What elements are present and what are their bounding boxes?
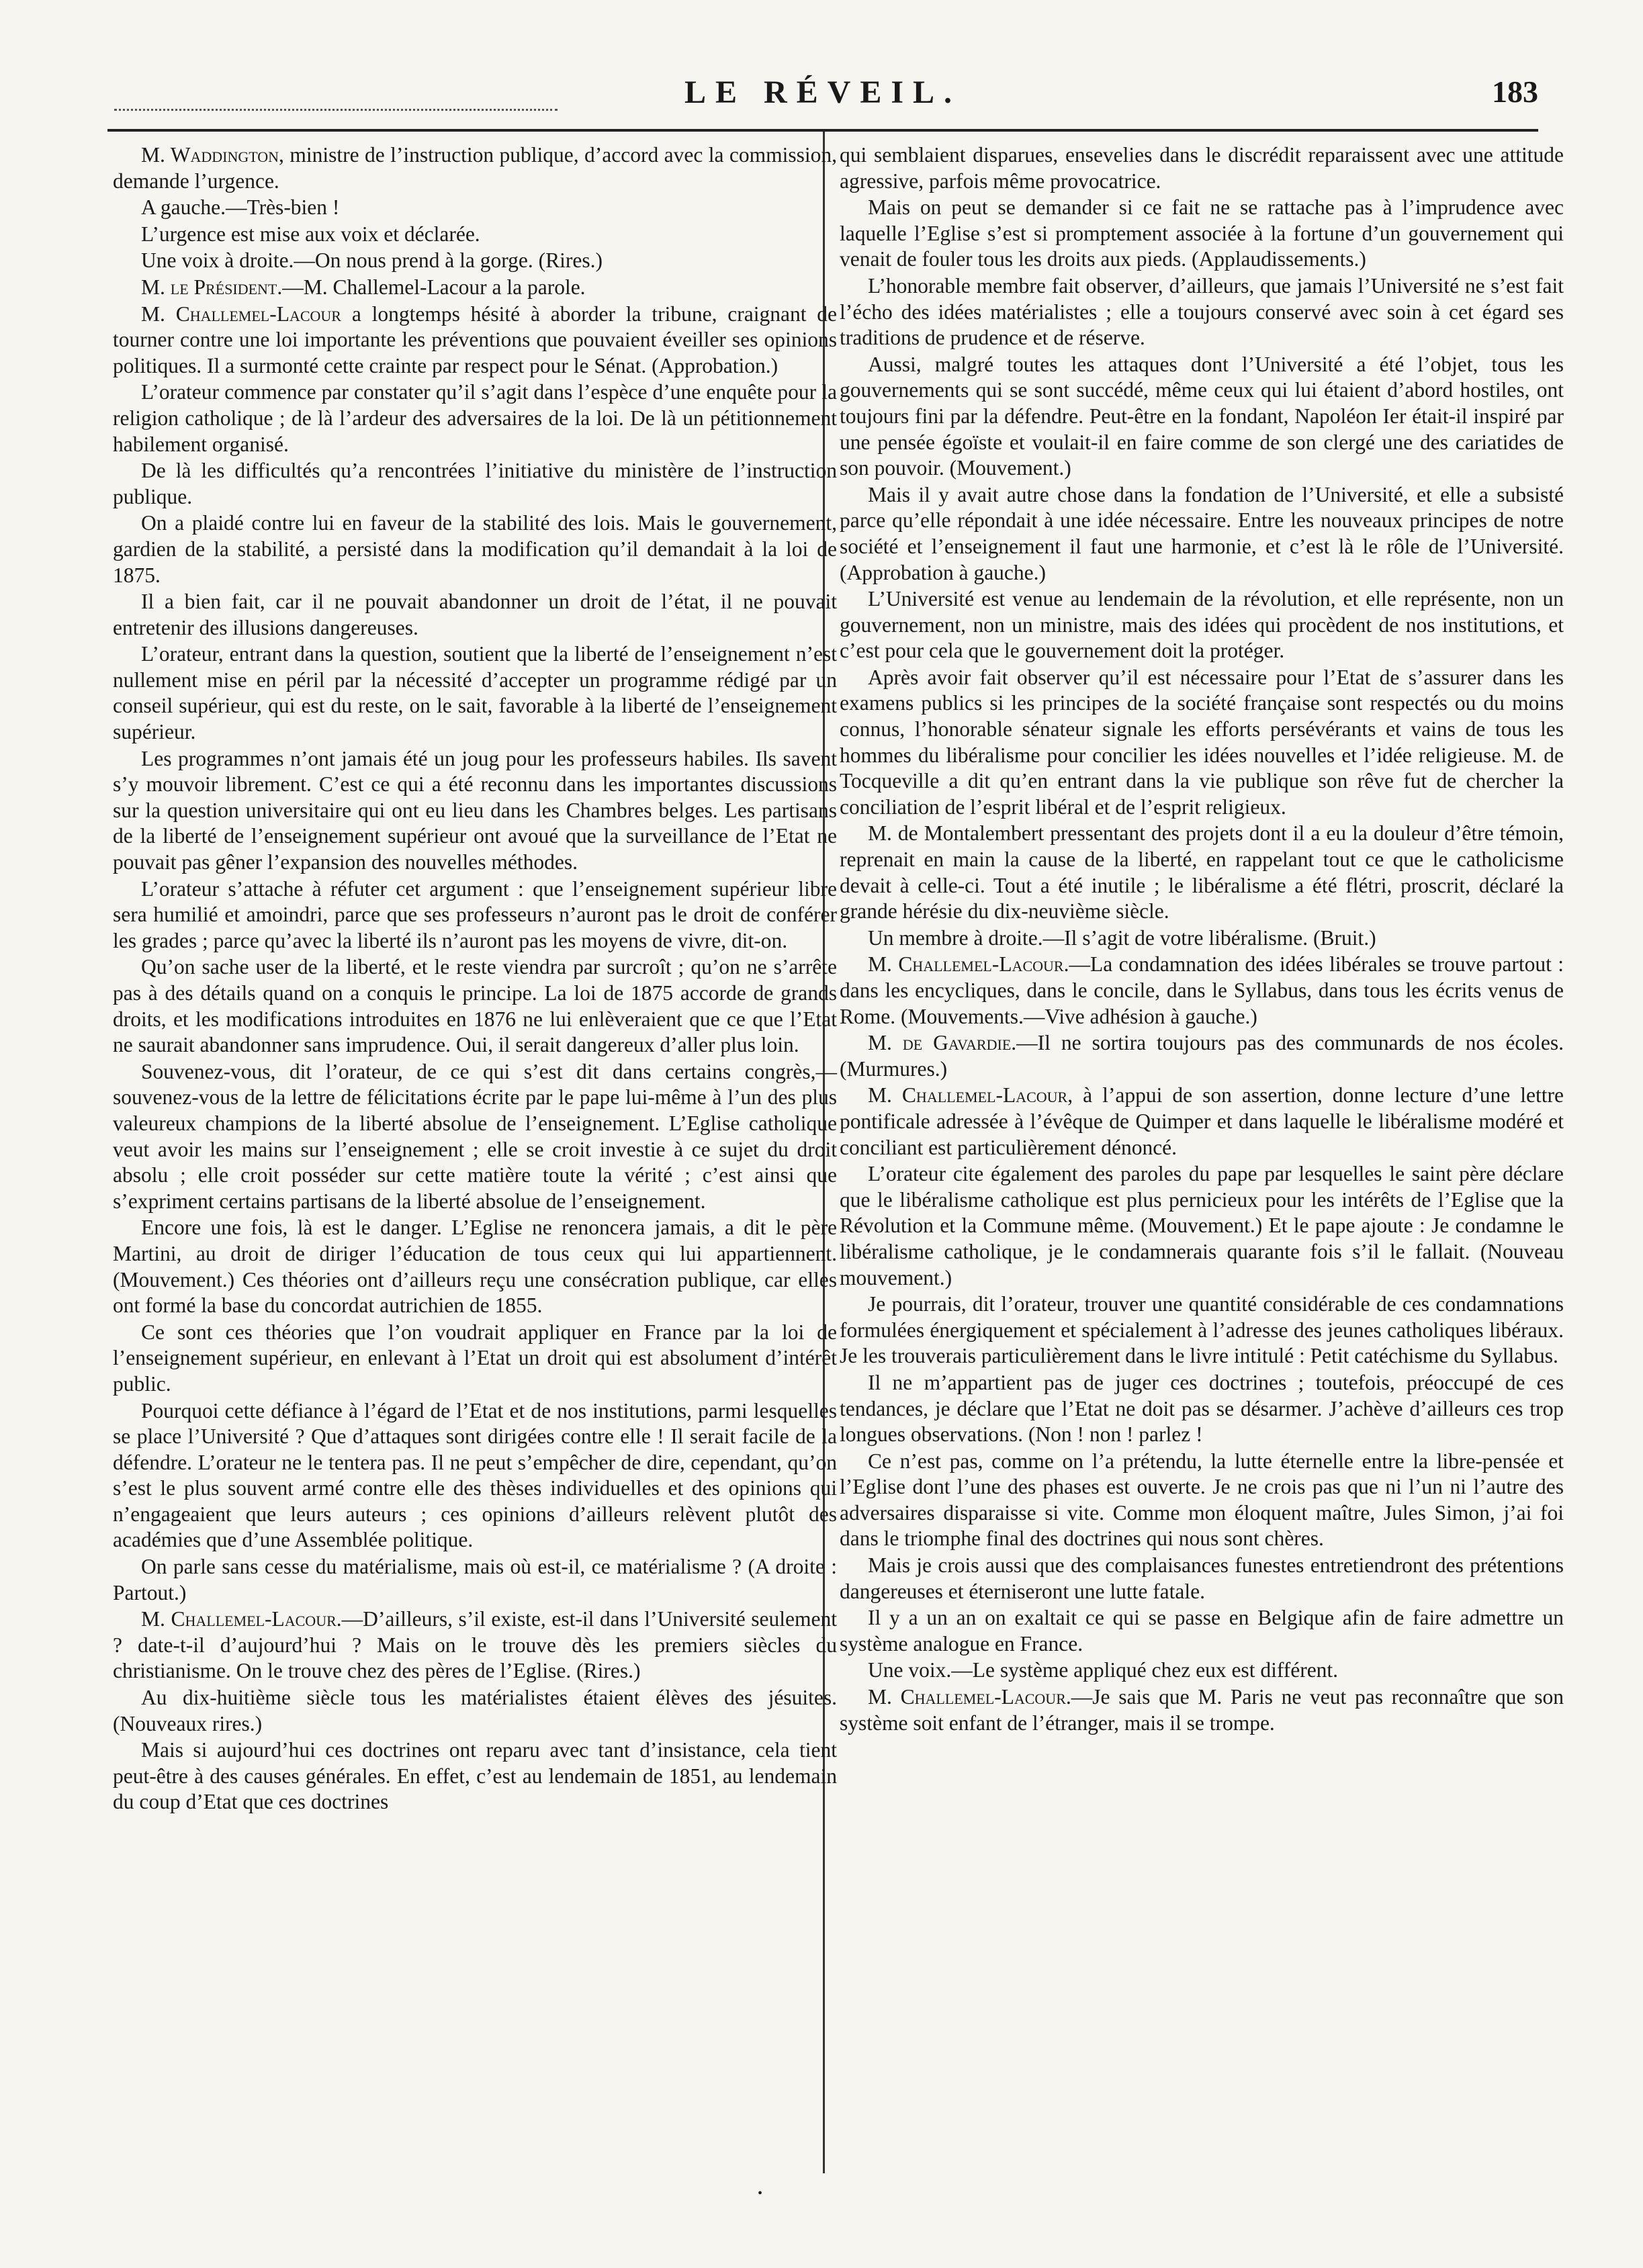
speaker-name: M. Challemel-Lacour.	[141, 1607, 342, 1631]
speaker-name: M. Challemel-Lacour.	[868, 952, 1069, 977]
right-column	[840, 142, 1564, 1737]
paragraph	[840, 195, 1564, 273]
speaker-name: M. Challemel-Lacour.	[868, 1685, 1071, 1709]
paragraph	[113, 641, 837, 745]
paragraph-text: Ce sont ces théories que l’on voudrait appliquer en France par la loi de l’enseignement supérieur, en enlevant à l’Etat un droit qui est absolument d’intérêt public.	[113, 1320, 837, 1396]
left-column	[113, 142, 837, 1816]
paragraph-text: L’urgence est mise aux voix et déclarée.	[141, 222, 480, 246]
paragraph-text: a longtemps hésité à aborder la tribune, craignant de tourner contre une loi importante les préventions que pouvaient éveiller ses opinions politiques. Il a surmonté cette crainte par respect pour le Sénat. (Approbation.)	[113, 302, 838, 377]
paragraph-text: Souvenez-vous, dit l’orateur, de ce qui s’est dit dans certains congrès,—souvenez-vous de la lettre de félicitations écrite par le pape lui-même à l’un des plus valeureux champions de la liberté absolue de l’enseignement. L’Eglise catholique veut avoir les mains sur l’enseignement ; elle se croit investie à ce sujet du droit absolu ; elle croit posséder sur cette matière toute la vérité ; c’est ainsi que s’expriment certains partisans de la liberté absolue de l’enseignement.	[113, 1059, 837, 1213]
paragraph	[840, 1161, 1564, 1291]
paragraph-text: ministre de l’instruction publique, d’accord avec la commission, demande l’urgence.	[113, 143, 837, 193]
speaker-name: M. Challemel-Lacour,	[868, 1083, 1073, 1107]
paragraph	[113, 954, 837, 1058]
paragraph	[840, 1553, 1564, 1604]
paragraph	[113, 142, 837, 194]
paragraph-text: —D’ailleurs, s’il existe, est-il dans l’Université seulement ? date-t-il d’aujourd’hui ? Mais on le trouve dès les premiers siècles du christianisme. On le trouve chez des pères de l’Eglise. (Rires.)	[113, 1607, 837, 1683]
paragraph-text: —La condamnation des idées libérales se trouve partout : dans les encycliques, dans le concile, dans le Syllabus, dans tous les écrits venus de Rome. (Mouvements.—Vive adhésion à gauche.)	[840, 952, 1564, 1028]
footer-mark: •	[758, 2186, 763, 2201]
paragraph	[113, 248, 837, 274]
paragraph-text: L’orateur cite également des paroles du pape par lesquelles le saint père déclare que le libéralisme catholique est plus pernicieux pour les intérêts de l’Eglise que la Révolution et la Commune même. (Mouvement.) Et le pape ajoute : Je condamne le libéralisme catholique, je le condamnerais quarante fois s’il le fallait. (Nouveau mouvement.)	[840, 1162, 1564, 1289]
masthead	[107, 74, 1538, 121]
paragraph	[113, 379, 837, 457]
paragraph-text: Je pourrais, dit l’orateur, trouver une quantité considérable de ces condamnations formulées énergiquement et spécialement à l’adresse des jeunes catholiques libéraux. Je les trouverais particulièrement dans le livre intitulé : Petit catéchisme du Syllabus.	[840, 1292, 1564, 1368]
paragraph-text: Il a bien fait, car il ne pouvait abandonner un droit de l’état, il ne pouvait entretenir des illusions dangereuses.	[113, 590, 837, 639]
paragraph	[840, 925, 1564, 952]
paragraph	[113, 510, 837, 588]
paragraph	[113, 876, 837, 954]
page-title: LE RÉVEIL.	[684, 75, 962, 110]
speaker-name: M. le Président.	[141, 275, 283, 299]
paragraph	[113, 302, 837, 379]
paragraph-text: On parle sans cesse du matérialisme, mais où est-il, ce matérialisme ? (A droite : Partout.)	[113, 1555, 837, 1604]
paragraph-text: L’honorable membre fait observer, d’ailleurs, que jamais l’Université ne s’est fait l’écho des idées matérialistes ; elle a toujours conservé avec soin à cet égard ses traditions de prudence et de réserve.	[840, 273, 1564, 350]
paragraph-text: Une voix.—Le système appliqué chez eux est différent.	[868, 1658, 1339, 1682]
paragraph-text: De là les difficultés qu’a rencontrées l’initiative du ministère de l’instruction publique.	[113, 459, 837, 508]
paragraph	[840, 1291, 1564, 1369]
paragraph	[113, 275, 837, 301]
paragraph-text: L’orateur s’attache à réfuter cet argument : que l’enseignement supérieur libre sera humilié et amoindri, parce que ses professeurs n’auront pas le droit de conférer les grades ; parce qu’avec la liberté ils n’auront pas les moyens de vivre, dit-on.	[113, 876, 837, 952]
paragraph-text: Mais on peut se demander si ce fait ne se rattache pas à l’imprudence avec laquelle l’Eglise s’est si promptement associée à la fortune d’un gouvernement qui venait de fouler tous les droits aux pieds. (Applaudissements.)	[840, 195, 1564, 271]
paragraph	[840, 1083, 1564, 1161]
paragraph	[840, 1684, 1564, 1736]
paragraph-text: Il ne m’appartient pas de juger ces doctrines ; toutefois, préoccupé de ces tendances, je déclare que l’Etat ne doit pas se désarmer. J’achève d’ailleurs ces trop longues observations. (Non ! non ! parlez !	[840, 1370, 1564, 1447]
paragraph-text: Ce n’est pas, comme on l’a prétendu, la lutte éternelle entre la libre-pensée et l’Eglise dont l’une des phases est ouverte. Je ne crois pas que ni l’un ni l’autre des adversaires disparaisse si vite. Comme mon éloquent maître, Jules Simon, j’ai foi dans le triomphe final des doctrines qui nous sont chères.	[840, 1449, 1564, 1551]
paragraph-text: Encore une fois, là est le danger. L’Eglise ne renoncera jamais, a dit le père Martini, au droit de diriger l’éducation de tous ceux qui lui appartiennent. (Mouvement.) Ces théories ont d’ailleurs reçu une consécration publique, car elles ont formé la base du concordat autrichien de 1855.	[113, 1216, 837, 1318]
paragraph-text: L’orateur commence par constater qu’il s’agit dans l’espèce d’une enquête pour la religion catholique ; de là l’ardeur des adversaires de la loi. De là un pétitionnement habilement organisé.	[113, 380, 837, 456]
paragraph	[113, 1554, 837, 1606]
paragraph-text: Qu’on sache user de la liberté, et le reste viendra par surcroît ; qu’on ne s’arrête pas à des détails quand on a conquis le principe. La loi de 1875 accorde de grands droits, et les modifications introduites en 1876 ne lui enlèveraient que ce que l’Etat ne saurait abandonner sans imprudence. Oui, il serait dangereux d’aller plus loin.	[113, 955, 837, 1057]
paragraph-text: A gauche.—Très-bien !	[141, 195, 340, 220]
paragraph	[840, 1370, 1564, 1448]
paragraph	[840, 1605, 1564, 1657]
paragraph-text: Aussi, malgré toutes les attaques dont l’Université a été l’objet, tous les gouvernements qui se sont succédé, même ceux qui lui étaient d’abord hostiles, ont toujours fini par la défendre. Peut-être en la fondant, Napoléon Ier était-il inspiré par une pensée égoïste et voulait-il en faire comme de son clergé une des cariatides de son pouvoir. (Mouvement.)	[840, 352, 1564, 480]
paragraph-text: à l’appui de son assertion, donne lecture d’une lettre pontificale adressée à l’évêque de Quimper et dans laquelle le libéralisme modéré et conciliant est particulièrement dénoncé.	[840, 1083, 1564, 1159]
paragraph	[840, 1658, 1564, 1684]
paragraph-text: L’Université est venue au lendemain de la révolution, et elle représente, non un gouvernement, non un ministre, mais des idées qui procèdent de nos institutions, et c’est pour cela que le gouvernement doit la protéger.	[840, 587, 1564, 663]
paragraph	[113, 1737, 837, 1815]
paragraph	[840, 273, 1564, 351]
speaker-name: M. Challemel-Lacour	[141, 302, 341, 326]
paragraph-text: Les programmes n’ont jamais été un joug pour les professeurs habiles. Ils savent s’y mouvoir librement. C’est ce qui a été reconnu dans les importantes discussions sur la question universitaire qui ont eu lieu dans les Chambres belges. Les partisans de la liberté de l’enseignement supérieur ont avoué que la surveillance de l’Etat ne pouvait pas gêner l’expansion des nouvelles méthodes.	[113, 746, 837, 874]
paragraph-text: —M. Challemel-Lacour a la parole.	[282, 275, 586, 299]
paragraph	[840, 352, 1564, 482]
paragraph	[840, 1030, 1564, 1082]
page-number: 183	[1492, 75, 1538, 109]
paragraph	[113, 1606, 837, 1684]
paragraph	[113, 1215, 837, 1318]
paragraph-text: M. de Montalembert pressentant des projets dont il a eu la douleur d’être témoin, reprenait en main la cause de la liberté, en rappelant tout ce que le catholicisme devait à celle-ci. Tout a été inutile ; le libéralisme a été flétri, proscrit, déclaré la grande hérésie du dix-neuvième siècle.	[840, 821, 1564, 923]
paragraph-text: Il y a un an on exaltait ce qui se passe en Belgique afin de faire admettre un système analogue en France.	[840, 1606, 1564, 1655]
paragraph	[113, 1685, 837, 1737]
paragraph	[840, 821, 1564, 924]
paragraph	[113, 195, 837, 221]
paragraph	[840, 586, 1564, 664]
paragraph	[840, 1449, 1564, 1552]
paragraph-text: —Je sais que M. Paris ne veut pas reconnaître que son système soit enfant de l’étranger, mais il se trompe.	[840, 1685, 1564, 1735]
paragraph	[113, 1398, 837, 1554]
paragraph	[113, 1320, 837, 1398]
paragraph-text: Pourquoi cette défiance à l’égard de l’Etat et de nos institutions, parmi lesquelles se place l’Université ? Que d’attaques sont dirigées contre elle ! Il serait facile de la défendre. L’orateur ne le tentera pas. Il ne peut s’empêcher de dire, cependant, qu’on s’est le plus souvent armé contre elle des thèses individuelles et des opinions qui n’engageaient que leurs auteurs ; ces opinions d’ailleurs relèvent plutôt des académies que d’une Assemblée politique.	[113, 1398, 837, 1552]
speaker-name: M. Waddington,	[141, 143, 284, 167]
speaker-name: M. de Gavardie.	[868, 1031, 1017, 1055]
paragraph	[113, 746, 837, 876]
paragraph-text: Après avoir fait observer qu’il est nécessaire pour l’Etat de s’assurer dans les examens publics si les principes de la société française sont respectés ou du moins connus, l’honorable sénateur signale les efforts persévérants et vains de tous les hommes du libéralisme pour concilier les idées nouvelles et l’idée religieuse. M. de Tocqueville a dit qu’en entrant dans la vie publique son rêve fut de chercher la conciliation de l’esprit libéral et de l’esprit religieux.	[840, 665, 1564, 819]
paragraph-text: Mais je crois aussi que des complaisances funestes entretiendront des prétentions dangereuses et éterniseront une lutte fatale.	[840, 1553, 1564, 1603]
paragraph	[113, 222, 837, 248]
paragraph-text: Au dix-huitième siècle tous les matérialistes étaient élèves des jésuites. (Nouveaux rires.)	[113, 1686, 837, 1735]
paragraph-text: qui semblaient disparues, ensevelies dans le discrédit reparaissent avec une attitude agressive, parfois même provocatrice.	[840, 143, 1564, 193]
paragraph-text: Mais il y avait autre chose dans la fondation de l’Université, et elle a subsisté parce qu’elle répondait à une idée nécessaire. Entre les nouveaux principes de notre société et l’enseignement il faut une harmonie, et c’est là le rôle de l’Université. (Approbation à gauche.)	[840, 482, 1564, 584]
paragraph-text: —Il ne sortira toujours pas des communards de nos écoles. (Murmures.)	[840, 1031, 1564, 1081]
paragraph-text: Mais si aujourd’hui ces doctrines ont reparu avec tant d’insistance, cela tient peut-être à des causes générales. En effet, c’est au lendemain de 1851, au lendemain du coup d’Etat que ces doctrines	[113, 1738, 837, 1814]
paragraph-text: Une voix à droite.—On nous prend à la gorge. (Rires.)	[141, 248, 603, 273]
paragraph	[113, 458, 837, 510]
paragraph-text: Un membre à droite.—Il s’agit de votre libéralisme. (Bruit.)	[868, 925, 1376, 950]
paragraph	[113, 589, 837, 641]
paragraph	[113, 1059, 837, 1215]
paragraph	[840, 665, 1564, 821]
paragraph	[840, 482, 1564, 586]
paragraph	[840, 142, 1564, 194]
paragraph-text: L’orateur, entrant dans la question, soutient que la liberté de l’enseignement n’est nullement mise en péril par la nécessité d’accepter un programme rédigé par un conseil supérieur, qui est du reste, on le sait, favorable à la liberté de l’enseignement supérieur.	[113, 642, 837, 744]
paragraph-text: On a plaidé contre lui en faveur de la stabilité des lois. Mais le gouvernement, gardien de la stabilité, a persisté dans la modification qu’il demandait à la loi de 1875.	[113, 511, 837, 587]
paragraph	[840, 952, 1564, 1030]
